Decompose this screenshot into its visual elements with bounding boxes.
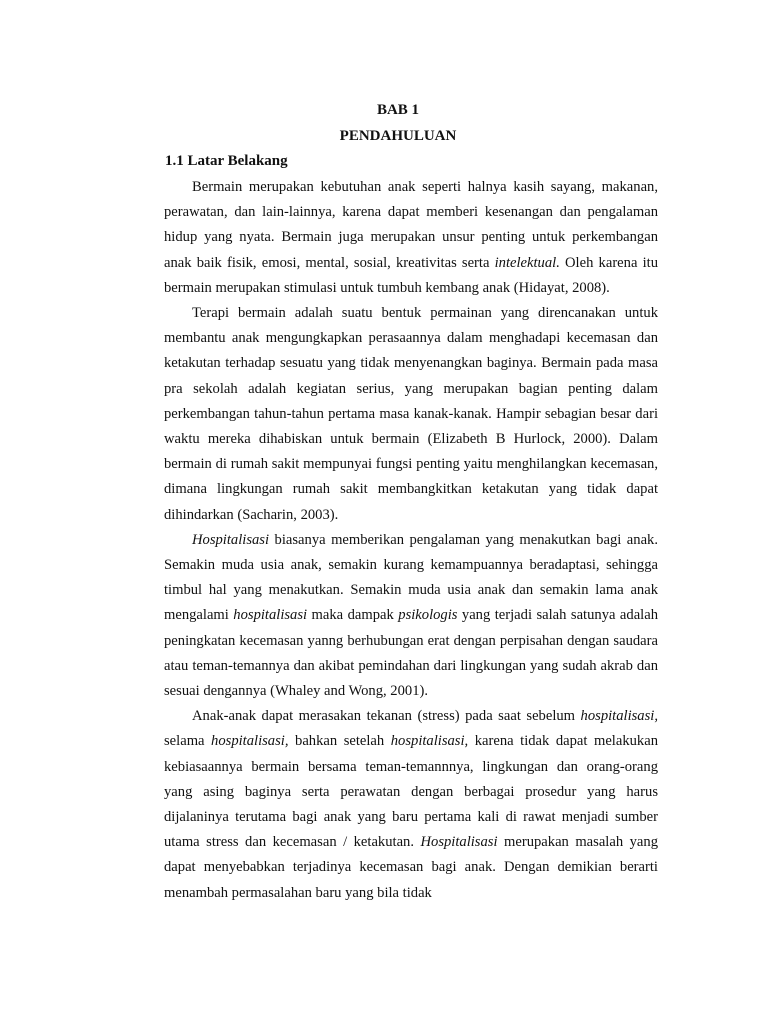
text-run: Oleh karena itu bermain merupakan stimulasi untuk tumbuh kembang anak (Hidayat, 2008). <box>164 254 658 296</box>
italic-term: psikologis <box>398 607 458 624</box>
text-run: karena tidak dapat melakukan kebiasaannya bermain bersama teman-temannnya, lingkungan dan orang-orang yang asing baginya serta perawatan dengan berbagai prosedur yang harus dijalaninya terutama bagi anak yang baru pertama kali di rawat menjadi sumber utama stress dan kecemasan / ketakutan. <box>164 733 658 851</box>
italic-term: intelektual. <box>494 254 560 271</box>
italic-term: hospitalisasi, <box>580 708 658 725</box>
text-run: Anak-anak dapat merasakan tekanan (stress) pada saat sebelum <box>192 708 581 725</box>
italic-term: hospitalisasi, <box>390 733 469 750</box>
italic-term: Hospitalisasi <box>192 531 270 548</box>
italic-term: hospitalisasi <box>233 607 308 624</box>
text-run: bahkan setelah <box>288 733 391 750</box>
body-text <box>164 175 658 906</box>
italic-term: Hospitalisasi <box>420 834 498 851</box>
italic-term: hospitalisasi, <box>211 733 289 750</box>
body-paragraph <box>164 301 658 528</box>
text-run: biasanya memberikan pengalaman yang menakutkan bagi anak. Semakin muda usia anak, semakin kurang kemampuannya beradaptasi, sehingga timbul hal yang menakutkan. Semakin muda usia anak dan semakin lama anak mengalami <box>164 531 658 624</box>
text-run: selama <box>164 733 212 750</box>
body-paragraph <box>164 704 658 906</box>
text-run: Bermain merupakan kebutuhan anak seperti halnya kasih sayang, makanan, perawatan, dan lain-lainnya, karena dapat memberi kesenangan dan pengalaman hidup yang nyata. Bermain juga merupakan unsur penting untuk perkembangan anak baik fisik, emosi, mental, sosial, kreativitas serta <box>164 179 658 271</box>
text-run: Terapi bermain adalah suatu bentuk permainan yang direncanakan untuk membantu anak mengungkapkan perasaannya dalam menghadapi kecemasan dan ketakutan terhadap sesuatu yang tidak menyenangkan baginya. Bermain pada masa pra sekolah adalah kegiatan serius, yang merupakan bagian penting dalam perkembangan tahun-tahun pertama masa kanak-kanak. Hampir sebagian besar dari waktu mereka dihabiskan untuk bermain (Elizabeth B Hurlock, 2000). Dalam bermain di rumah sakit mempunyai fungsi penting yaitu menghilangkan kecemasan, dimana lingkungan rumah sakit membangkitkan ketakutan yang tidak dapat dihindarkan (Sacharin, 2003). <box>164 305 658 523</box>
body-paragraph <box>164 175 658 301</box>
text-run: maka dampak <box>307 607 399 624</box>
chapter-heading: BAB 1 <box>376 102 420 118</box>
body-paragraph <box>164 528 658 704</box>
chapter-title: PENDAHULUAN <box>339 128 457 144</box>
text-run: merupakan masalah yang dapat menyebabkan terjadinya kecemasan bagi anak. Dengan demikian berarti menambah permasalahan baru yang bila tidak <box>164 834 658 901</box>
text-run: yang terjadi salah satunya adalah peningkatan kecemasan yanng berhubungan erat dengan perpisahan dengan saudara atau teman-temannya dan akibat pemindahan dari lingkungan yang sudah akrab dan sesuai dengannya (Whaley and Wong, 2001). <box>164 607 659 700</box>
section-title: 1.1 Latar Belakang <box>165 153 288 169</box>
